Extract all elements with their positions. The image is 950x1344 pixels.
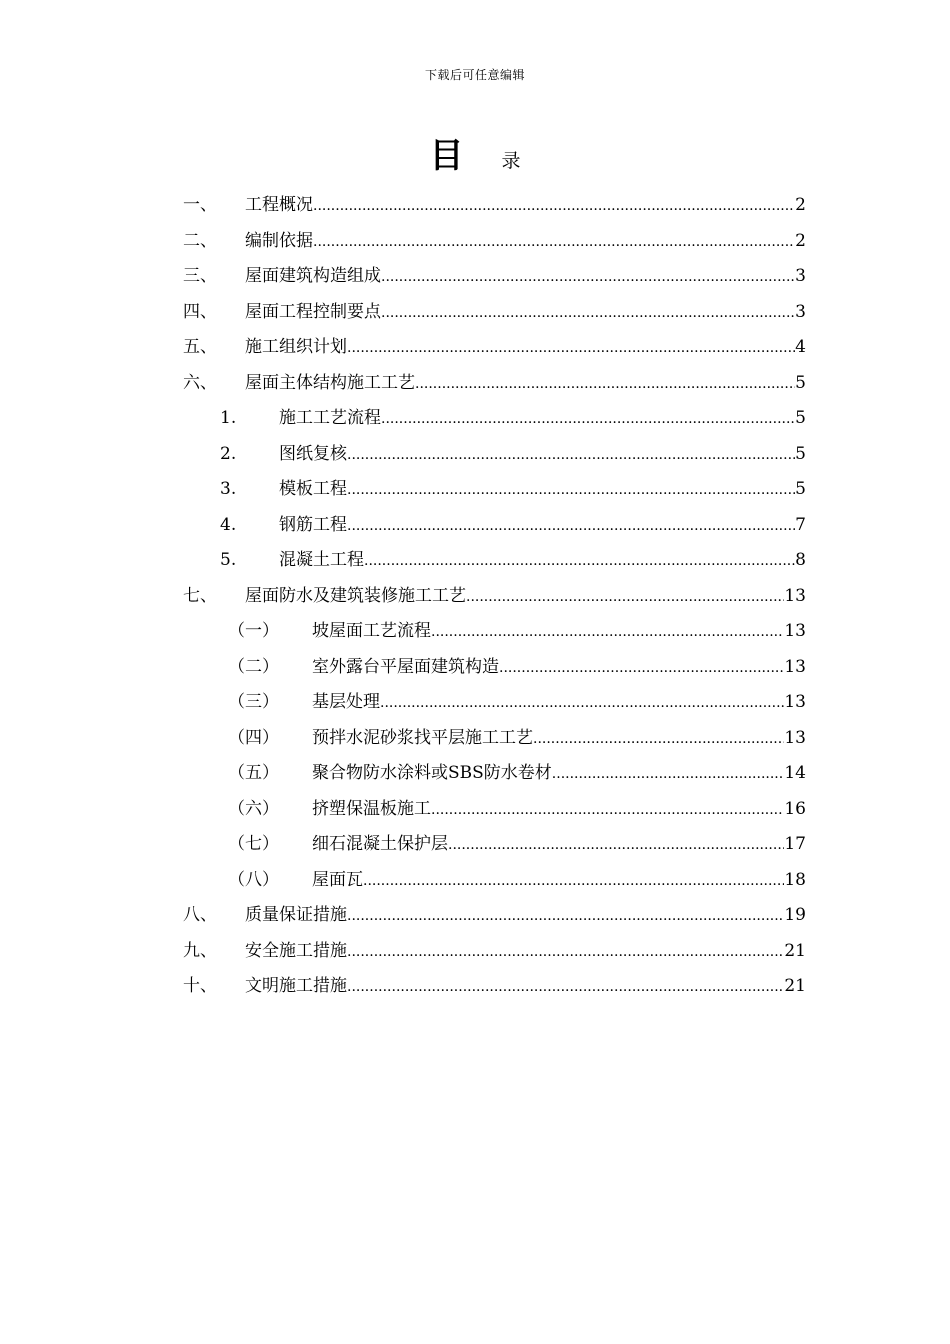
toc-dot-leader: [364, 544, 795, 580]
toc-title-main: 目: [429, 136, 464, 176]
toc-entry-page: 13: [784, 727, 806, 748]
toc-entry-number: 3.: [220, 479, 237, 499]
toc-dot-leader: [347, 509, 795, 545]
toc-entry[interactable]: [183, 934, 806, 970]
toc-dot-leader: [381, 260, 795, 296]
toc-entry-page: 13: [784, 585, 806, 606]
toc-entry[interactable]: [183, 721, 806, 757]
toc-entry[interactable]: [183, 366, 806, 402]
toc-entry-page: 17: [784, 834, 806, 854]
toc-dot-leader: [363, 864, 784, 900]
toc-entry-label[interactable]: 安全施工措施: [245, 940, 347, 961]
toc-entry-number: 八、: [183, 905, 217, 925]
toc-entry-page: 18: [784, 869, 806, 890]
toc-entry-number: 十、: [183, 976, 217, 996]
toc-dot-leader: [347, 438, 795, 474]
toc-entry-label[interactable]: 挤塑保温板施工: [312, 798, 431, 819]
toc-entry-number: 三、: [183, 266, 217, 286]
toc-entry[interactable]: [183, 614, 806, 650]
toc-dot-leader: [552, 757, 785, 793]
toc-entry[interactable]: [183, 827, 806, 863]
page-header: 下载后可任意编辑: [424, 68, 525, 82]
toc-entry[interactable]: [183, 685, 806, 721]
toc-entry-page: 2: [795, 195, 806, 215]
toc-entry-number: （六）: [228, 798, 279, 819]
toc-entry[interactable]: [183, 224, 806, 260]
toc-entry-number: 1.: [220, 408, 237, 428]
toc-entry-label[interactable]: 模板工程: [279, 479, 347, 499]
toc-entry-label[interactable]: 施工工艺流程: [279, 408, 381, 428]
toc-entry-label[interactable]: 文明施工措施: [245, 976, 347, 996]
toc-entry-page: 21: [784, 976, 806, 996]
toc-entry-page: 5: [795, 372, 806, 393]
toc-entry-number: 二、: [183, 230, 217, 251]
toc-entry-label[interactable]: 聚合物防水涂料或SBS防水卷材: [312, 763, 552, 783]
toc-entry[interactable]: [183, 898, 806, 934]
toc-entry-label[interactable]: 预拌水泥砂浆找平层施工工艺: [312, 727, 533, 748]
toc-entry-page: 19: [784, 905, 806, 925]
toc-entry-label[interactable]: 室外露台平屋面建筑构造: [312, 656, 499, 677]
toc-entry-number: 四、: [183, 301, 217, 322]
toc-entry-page: 5: [795, 408, 806, 428]
toc-entry-label[interactable]: 质量保证措施: [245, 905, 347, 925]
toc-dot-leader: [380, 686, 784, 722]
toc-entry-label[interactable]: 图纸复核: [279, 443, 347, 464]
toc-title: [0, 128, 950, 177]
toc-dot-leader: [431, 615, 784, 651]
toc-dot-leader: [347, 970, 784, 1006]
toc-entry-page: 5: [795, 479, 806, 499]
toc-dot-leader: [313, 189, 795, 225]
toc-entry[interactable]: [183, 756, 806, 792]
toc-entry-number: （四）: [228, 727, 279, 748]
toc-dot-leader: [415, 367, 795, 403]
toc-entry-label[interactable]: 钢筋工程: [279, 514, 347, 535]
toc-entry[interactable]: [183, 401, 806, 437]
toc-entry-number: 六、: [183, 372, 217, 393]
toc-dot-leader: [381, 402, 795, 438]
toc-entry-label[interactable]: 屋面瓦: [312, 869, 363, 890]
toc-entry-page: 21: [784, 940, 806, 961]
toc-entry-number: （二）: [228, 656, 279, 677]
toc-dot-leader: [347, 899, 784, 935]
toc-dot-leader: [347, 935, 784, 971]
toc-entry[interactable]: [183, 472, 806, 508]
toc-entry[interactable]: [183, 330, 806, 366]
toc-entry-number: （八）: [228, 869, 279, 890]
toc-entry-number: 2.: [220, 443, 237, 464]
table-of-contents: [183, 188, 806, 1005]
toc-entry[interactable]: [183, 792, 806, 828]
toc-entry-page: 3: [795, 266, 806, 286]
toc-entry-page: 13: [784, 656, 806, 677]
toc-dot-leader: [448, 828, 784, 864]
toc-entry[interactable]: [183, 543, 806, 579]
toc-entry-page: 7: [795, 514, 806, 535]
toc-entry-number: （五）: [228, 763, 279, 783]
toc-entry[interactable]: [183, 863, 806, 899]
toc-entry-page: 3: [795, 301, 806, 322]
toc-dot-leader: [347, 473, 795, 509]
toc-dot-leader: [347, 331, 795, 367]
toc-entry-label[interactable]: 屋面建筑构造组成: [245, 266, 381, 286]
toc-entry-label[interactable]: 编制依据: [245, 230, 313, 251]
toc-entry-page: 16: [784, 798, 806, 819]
toc-dot-leader: [313, 225, 795, 261]
toc-entry-number: 4.: [220, 514, 237, 535]
toc-entry[interactable]: [183, 188, 806, 224]
toc-entry-number: （一）: [228, 621, 279, 641]
toc-entry-number: 5.: [220, 550, 237, 570]
toc-entry-label[interactable]: 屋面工程控制要点: [245, 301, 381, 322]
toc-entry-label[interactable]: 施工组织计划: [245, 337, 347, 357]
toc-title-sub: 录: [501, 150, 521, 172]
toc-entry-label[interactable]: 坡屋面工艺流程: [312, 621, 431, 641]
toc-entry-label[interactable]: 混凝土工程: [279, 550, 364, 570]
toc-entry[interactable]: [183, 437, 806, 473]
toc-dot-leader: [381, 296, 795, 332]
toc-entry-page: 2: [795, 230, 806, 251]
toc-entry-label[interactable]: 基层处理: [312, 692, 380, 712]
toc-entry-number: 一、: [183, 195, 217, 215]
toc-entry[interactable]: [183, 579, 806, 615]
toc-entry[interactable]: [183, 650, 806, 686]
toc-entry-label[interactable]: 屋面主体结构施工工艺: [245, 372, 415, 393]
toc-entry[interactable]: [183, 508, 806, 544]
toc-entry-number: 九、: [183, 940, 217, 961]
toc-entry-page: 14: [784, 763, 806, 783]
toc-entry-number: （七）: [228, 834, 279, 854]
toc-entry-page: 4: [795, 337, 806, 357]
toc-entry-label[interactable]: 细石混凝土保护层: [312, 834, 448, 854]
toc-entry-label[interactable]: 屋面防水及建筑装修施工工艺: [245, 585, 466, 606]
toc-dot-leader: [533, 722, 784, 758]
toc-entry-label[interactable]: 工程概况: [245, 195, 313, 215]
toc-dot-leader: [466, 580, 784, 616]
toc-entry-page: 13: [784, 621, 806, 641]
toc-entry[interactable]: [183, 295, 806, 331]
toc-dot-leader: [499, 651, 784, 687]
toc-entry-number: 七、: [183, 585, 217, 606]
toc-dot-leader: [431, 793, 784, 829]
toc-entry-page: 13: [784, 692, 806, 712]
toc-entry[interactable]: [183, 259, 806, 295]
toc-entry-page: 8: [795, 550, 806, 570]
toc-entry-number: 五、: [183, 337, 217, 357]
toc-entry-number: （三）: [228, 692, 279, 712]
toc-entry-page: 5: [795, 443, 806, 464]
toc-entry[interactable]: [183, 969, 806, 1005]
